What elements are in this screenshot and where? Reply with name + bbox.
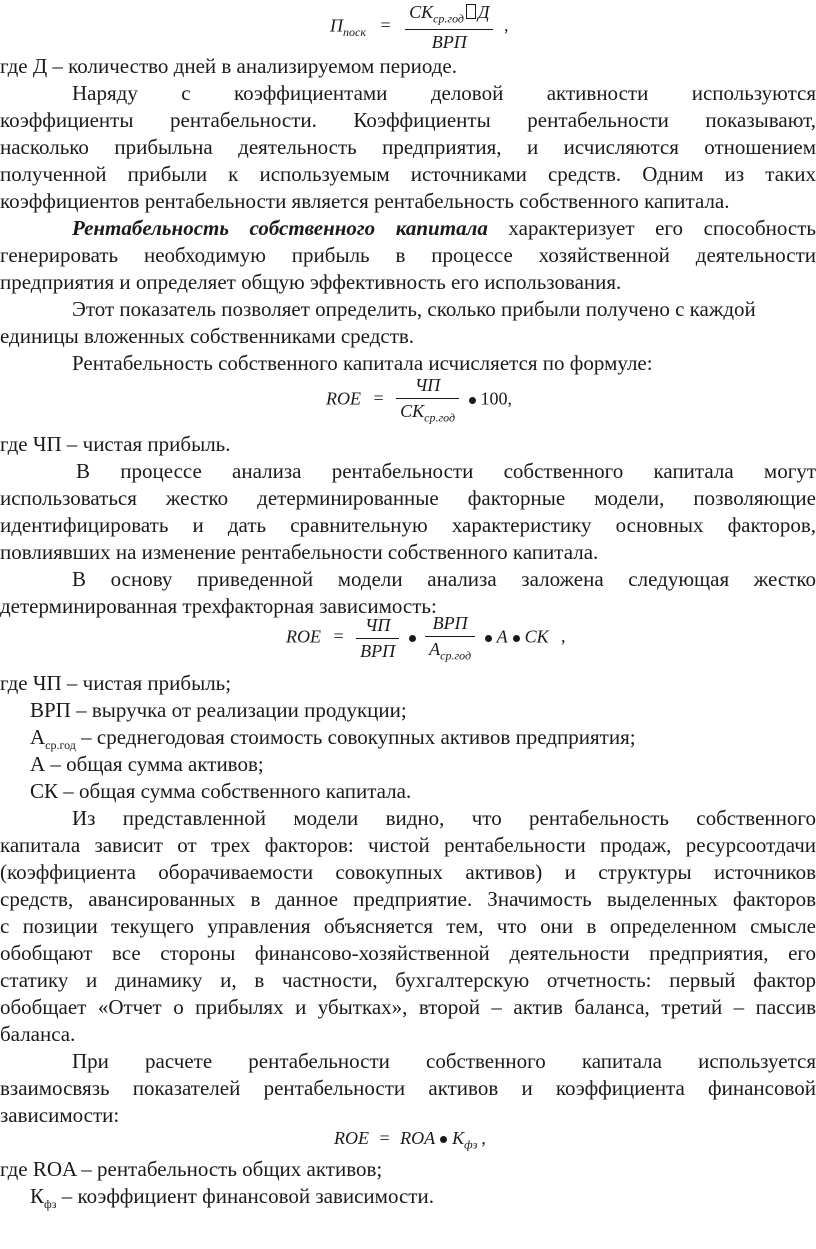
multiply-dot-icon (485, 635, 492, 642)
formula-eq: = (373, 388, 384, 409)
paragraph-line: Этот показатель позволяет определить, сколько прибыли получено с каждой (72, 297, 756, 321)
formula-fraction-2 (425, 613, 475, 664)
formula-tail: , (507, 388, 513, 409)
formula-lhs: ROE (326, 388, 361, 409)
formula-tail: , (481, 1128, 486, 1148)
formula-fraction (396, 375, 459, 426)
formula-den: ВРП (431, 31, 467, 52)
paragraph-line: обобщают все стороны финансово-хозяйственной деятельности предприятия, его (0, 941, 816, 965)
paragraph-line: насколько прибыльна деятельность предприятия, и исчисляются отношением (0, 135, 816, 159)
paragraph-line: Рентабельность собственного капитала исчисляется по формуле: (72, 351, 653, 375)
multiply-dot-icon (469, 397, 476, 404)
paragraph-line: коэффициентов рентабельности является рентабельность собственного капитала. (0, 189, 730, 213)
paragraph-line: обобщает «Отчет о прибылях и убытках», второй – актив баланса, третий – пассив (0, 995, 816, 1019)
paragraph-line: (коэффициента оборачиваемости совокупных активов) и структуры источников (0, 860, 816, 884)
formula-fraction-1 (356, 615, 399, 662)
multiply-dot-icon (409, 635, 416, 642)
definition-line (0, 1183, 816, 1218)
definition-symbol-sub: ср.год (45, 738, 76, 753)
definition-text: – среднегодовая стоимость совокупных активов предприятия; (75, 725, 636, 749)
multiply-dot-icon (513, 635, 520, 642)
paragraph-line: капитала зависит от трех факторов: чистой рентабельности продаж, ресурсоотдачи (0, 833, 816, 857)
formula-tail: , (503, 15, 509, 36)
paragraph-line: Наряду с коэффициентами деловой активности используются (72, 81, 816, 105)
formula-den: СК (400, 401, 425, 421)
paragraph-line: генерировать необходимую прибыль в процессе хозяйственной деятельности (0, 243, 816, 267)
formula-lhs-sub: поск (343, 25, 366, 40)
formula-factor-sk: СК (524, 626, 549, 647)
paragraph-line: где Д – количество дней в анализируемом периоде. (0, 54, 458, 78)
formula-den-1: ВРП (360, 640, 396, 661)
paragraph-line: В процессе анализа рентабельности собственного капитала могут (76, 459, 816, 483)
definition-line: где ЧП – чистая прибыль; (0, 671, 232, 695)
paragraph-line: единицы вложенных собственниками средств. (0, 324, 415, 348)
formula-den-sub: ср.год (424, 410, 456, 425)
paragraph-line: статику и динамику и, в частности, бухгалтерскую отчетность: первый фактор (0, 968, 816, 992)
formula-roe-three-factor (286, 613, 566, 664)
formula-k: K (452, 1128, 465, 1148)
formula-roe (326, 375, 512, 426)
paragraph-line: где ЧП – чистая прибыль. (0, 432, 231, 456)
formula-den-2-sub: ср.год (440, 648, 472, 663)
formula-multiplier: 100 (480, 388, 508, 409)
formula-lhs: П (330, 15, 343, 36)
definition-line: А – общая сумма активов; (30, 752, 264, 776)
formula-eq: = (379, 1128, 390, 1148)
formula-tail: , (561, 626, 566, 647)
definition-symbol: А (30, 725, 46, 749)
formula-num-2: ВРП (425, 613, 475, 637)
formula-num: ЧП (396, 375, 459, 399)
paragraph-line: коэффициенты рентабельности. Коэффициенты рентабельности показывают, (0, 108, 816, 132)
formula-lhs: ROE (334, 1128, 369, 1148)
formula-eq: = (333, 626, 344, 647)
formula-fraction (405, 2, 493, 53)
paragraph-line: предприятия и определяет общую эффективность его использования. (0, 270, 622, 294)
definition-line: СК – общая сумма собственного капитала. (30, 779, 412, 803)
paragraph-text: характеризует его способность (487, 216, 816, 240)
paragraph-line: идентифицировать и дать сравнительную характеристику основных факторов, (0, 513, 816, 537)
paragraph-line: повлиявших на изменение рентабельности собственного капитала. (0, 540, 599, 564)
formula-eq: = (380, 15, 391, 36)
paragraph-line: В основу приведенной модели анализа заложена следующая жестко (72, 567, 816, 591)
definition-text: – коэффициент финансовой зависимости. (56, 1184, 434, 1208)
paragraph-line: средств, авансированных в данное предприятие. Значимость выделенных факторов (0, 887, 816, 911)
formula-num: СК (409, 2, 434, 22)
formula-num-sub: ср.год (433, 11, 464, 26)
multiply-dot-icon (440, 1136, 447, 1143)
paragraph-line: детерминированная трехфакторная зависимость: (0, 594, 437, 618)
paragraph-line: полученной прибыли к используемым источниками средств. Одним из таких (0, 162, 816, 186)
definition-symbol-sub: фз (44, 1197, 57, 1212)
formula-roa: ROA (400, 1128, 436, 1148)
paragraph-line: взаимосвязь показателей рентабельности активов и коэффициента финансовой (0, 1076, 816, 1100)
formula-factor-a: А (496, 626, 508, 647)
paragraph-line: использоваться жестко детерминированные факторные модели, позволяющие (0, 486, 816, 510)
definition-line: ВРП – выручка от реализации продукции; (30, 698, 407, 722)
formula-num-tail: Д (478, 2, 490, 22)
paragraph-line: Из представленной модели видно, что рентабельность собственного (72, 806, 816, 830)
paragraph-line: с позиции текущего управления объясняется тем, что они в определенном смысле (0, 914, 816, 938)
formula-roe-roa (334, 1128, 486, 1153)
paragraph-line (0, 215, 816, 242)
formula-k-sub: фз (464, 1137, 478, 1152)
missing-glyph-icon (466, 4, 476, 19)
formula-num-1: ЧП (356, 615, 399, 639)
paragraph-line: баланса. (0, 1022, 76, 1046)
formula-den-2: А (429, 639, 441, 659)
paragraph-line: зависимости: (0, 1103, 120, 1127)
definition-line: где ROA – рентабельность общих активов; (0, 1157, 383, 1181)
formula-turnover-period (330, 2, 508, 53)
definition-symbol: К (30, 1184, 45, 1208)
paragraph-line: При расчете рентабельности собственного капитала используется (72, 1049, 816, 1073)
formula-lhs: ROE (286, 626, 321, 647)
bold-term: Рентабельность собственного капитала (72, 216, 488, 240)
